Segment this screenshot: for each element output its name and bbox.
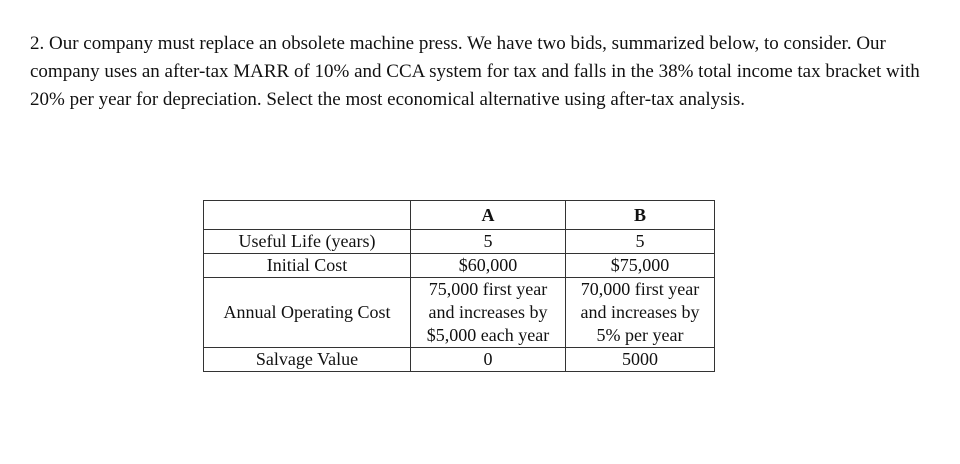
- header-bid-b: B: [566, 201, 715, 230]
- header-corner-cell: [204, 201, 411, 230]
- annual-cost-b-line-2: and increases by: [580, 302, 700, 322]
- bids-table: [203, 200, 715, 372]
- annual-cost-a-line-3: $5,000 each year: [426, 325, 550, 345]
- table-row-initial-cost: [204, 254, 715, 278]
- table-row-useful-life: [204, 230, 715, 254]
- row-label-initial-cost: Initial Cost: [204, 254, 411, 278]
- salvage-value-b: 5000: [566, 348, 715, 372]
- table-row-salvage-value: [204, 348, 715, 372]
- header-bid-a: A: [411, 201, 566, 230]
- annual-operating-cost-a: [411, 278, 566, 348]
- row-label-salvage-value: Salvage Value: [204, 348, 411, 372]
- table-header-row: [204, 201, 715, 230]
- annual-operating-cost-b: [566, 278, 715, 348]
- annual-cost-b-line-3: 5% per year: [596, 325, 684, 345]
- useful-life-a: 5: [411, 230, 566, 254]
- initial-cost-b: $75,000: [566, 254, 715, 278]
- useful-life-b: 5: [566, 230, 715, 254]
- salvage-value-a: 0: [411, 348, 566, 372]
- annual-cost-b-line-1: 70,000 first year: [580, 279, 700, 299]
- row-label-useful-life: Useful Life (years): [204, 230, 411, 254]
- annual-cost-a-line-1: 75,000 first year: [428, 279, 548, 299]
- row-label-annual-operating-cost: Annual Operating Cost: [204, 278, 411, 348]
- initial-cost-a: $60,000: [411, 254, 566, 278]
- table-row-annual-operating-cost: [204, 278, 715, 348]
- annual-cost-a-line-2: and increases by: [428, 302, 548, 322]
- question-text: 2. Our company must replace an obsolete machine press. We have two bids, summarized below, to consider. Our company uses an after-tax MARR of 10% and CCA system for tax and falls in the 38% total income tax bracket with 20% per year for depreciation. Select the most economical alternative using after-tax analysis.: [30, 33, 920, 110]
